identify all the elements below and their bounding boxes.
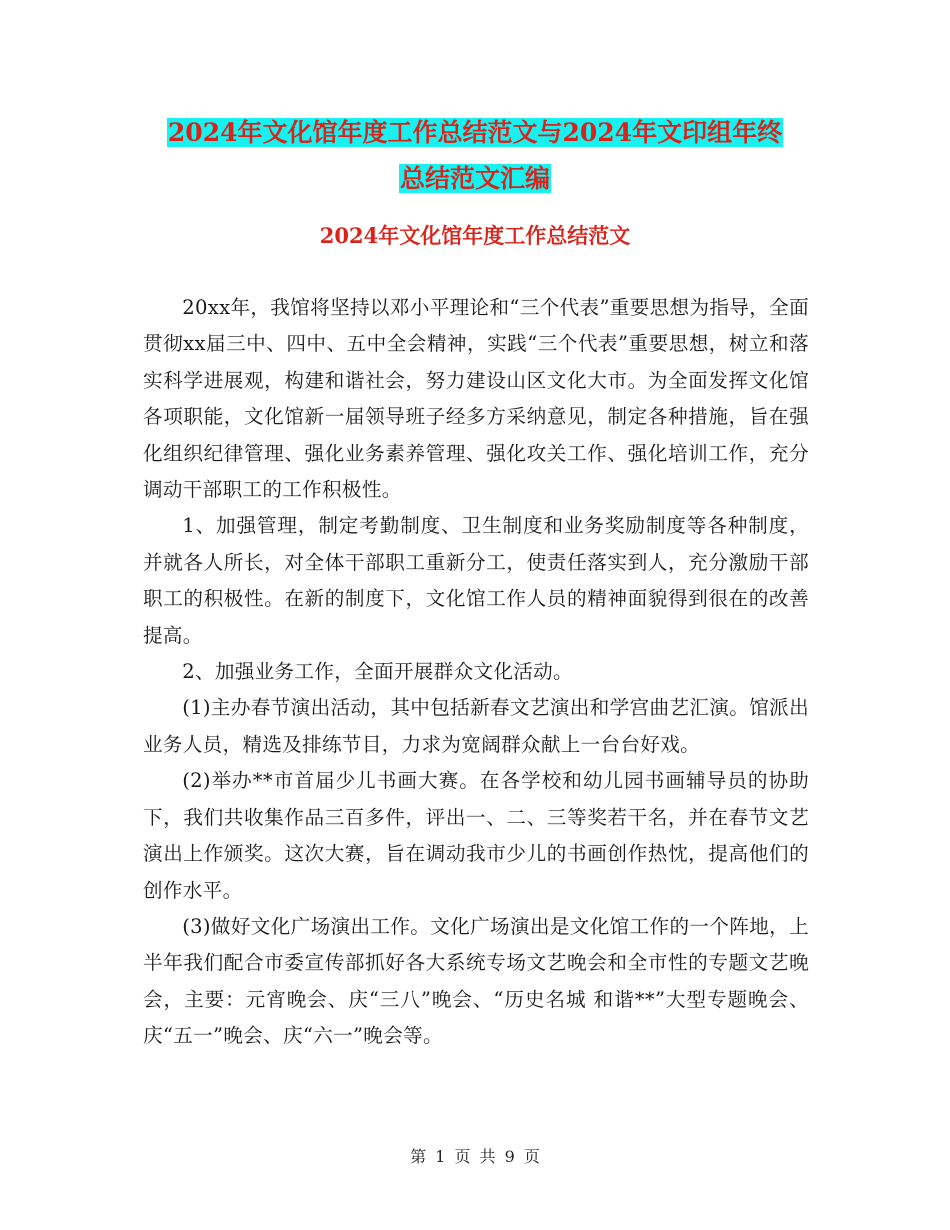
title-highlight-2: 总结范文汇编 — [399, 164, 550, 193]
paragraph-item-1: 1、加强管理，制定考勤制度、卫生制度和业务奖励制度等各种制度，并就各人所长，对全体干部职工重新分工，使责任落实到人，充分激励干部职工的积极性。在新的制度下，文化馆工作人员的精神面貌得到很在的改善提高。 — [143, 514, 809, 647]
section-title: 2024年文化馆年度工作总结范文 — [319, 223, 631, 248]
paragraph-item-2: 2、加强业务工作，全面开展群众文化活动。 — [182, 660, 573, 684]
page-number: 第 1 页 共 9 页 — [410, 1147, 540, 1166]
document-body — [143, 290, 809, 1055]
paragraph-sub-1: (1)主办春节演出活动，其中包括新春文艺演出和学宫曲艺汇演。馆派出业务人员，精选及排练节目，力求为宽阔群众献上一台台好戏。 — [143, 696, 809, 756]
paragraph-sub-3: (3)做好文化广场演出工作。文化广场演出是文化馆工作的一个阵地，上半年我们配合市委宣传部抓好各大系统专场文艺晚会和全市性的专题文艺晚会，主要：元宵晚会、庆“三八”晚会、“历史名城 和谐**”大型专题晚会、庆“五一”晚会、庆“六一”晚会等。 — [143, 914, 809, 1048]
document-title-line-1 — [0, 110, 950, 156]
document-title — [0, 110, 950, 202]
title-highlight-1: 2024年文化馆年度工作总结范文与2024年文印组年终 — [167, 118, 783, 147]
document-title-line-2 — [0, 156, 950, 202]
paragraph-sub-2: (2)举办**市首届少儿书画大赛。在各学校和幼儿园书画辅导员的协助下，我们共收集作品三百多件，评出一、二、三等奖若干名，并在春节文艺演出上作颁奖。这次大赛，旨在调动我市少儿的书画创作热忱，提高他们的创作水平。 — [143, 769, 809, 902]
paragraph-intro: 20xx年，我馆将坚持以邓小平理论和“三个代表”重要思想为指导，全面贯彻xx届三中、四中、五中全会精神，实践“三个代表”重要思想，树立和落实科学进展观，构建和谐社会，努力建设山区文化大市。为全面发挥文化馆各项职能，文化馆新一届领导班子经多方采纳意见，制定各种措施，旨在强化组织纪律管理、强化业务素养管理、强化攻关工作、强化培训工作，充分调动干部职工的工作积极性。 — [143, 296, 809, 502]
